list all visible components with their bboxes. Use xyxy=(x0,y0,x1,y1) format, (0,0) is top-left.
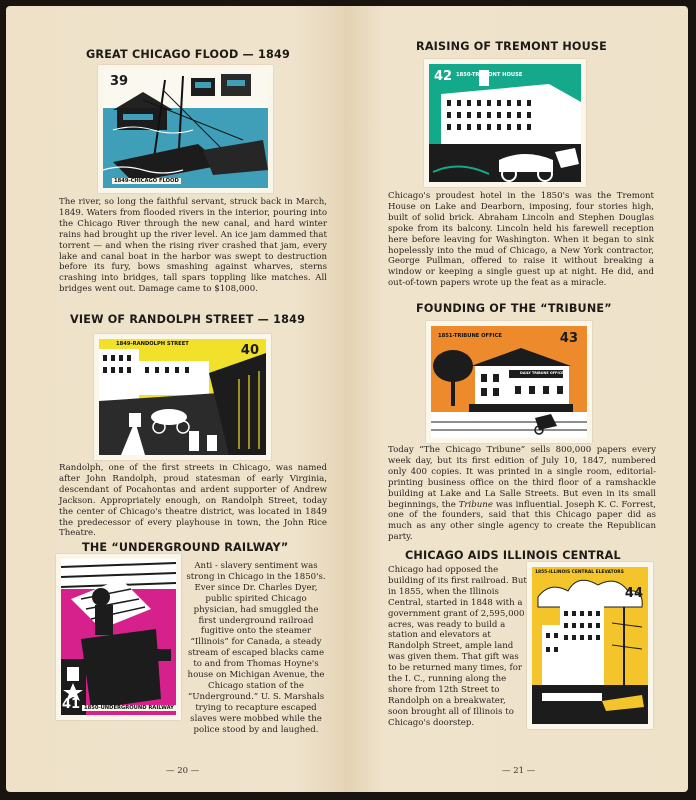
left-page xyxy=(6,6,344,792)
stamp-caption: 1849-RANDOLPH STREET xyxy=(116,341,189,347)
stamp-number: 44 xyxy=(624,586,643,601)
stamp-42-tremont-house xyxy=(424,59,586,187)
illinois-central-text: Chicago had opposed the building of its first railroad. But in 1855, when the Illinois Central, started in 1848 with a government grant of 2,595,000 acres, was ready to build a station and elevators at Randolph Street, ample land was given them. That gift was to be returned many times, for the I. C., running along the shore from 12th Street to Randolph on a breakwater, soon brought all of Illinois to Chicago's doorstep. xyxy=(388,565,527,728)
tremont-text: Chicago's proudest hotel in the 1850's was the Tremont House on Lake and Dearborn, imposing, four stories high, built of solid brick. Abraham Lincoln and Stephen Douglas spoke from its balcony. Lincoln held his farewell reception here before leaving for Washington. When it began to sink hopelessly into the mud of Chicago, a New York contractor, George Pullman, offered to raise it without breaking a window or keeping a single guest up at night. He did, and out-of-town papers wrote up the feat as a miracle. xyxy=(388,191,654,289)
tribune-text xyxy=(388,445,656,543)
stamp-caption: 1855-ILLINOIS CENTRAL ELEVATORS xyxy=(535,570,624,575)
tremont-title: RAISING OF TREMONT HOUSE xyxy=(416,40,608,53)
randolph-title: VIEW OF RANDOLPH STREET — 1849 xyxy=(70,313,306,326)
stamp-39-chicago-flood xyxy=(98,65,273,193)
stamp-41-underground-railway xyxy=(56,554,181,720)
stamp-number: 42 xyxy=(434,69,453,84)
page-number: — 21 — xyxy=(502,766,536,776)
flood-title: GREAT CHICAGO FLOOD — 1849 xyxy=(86,48,290,61)
right-page xyxy=(344,6,688,792)
tribune-title: FOUNDING OF THE “TRIBUNE” xyxy=(416,302,612,315)
page-number: — 20 — xyxy=(166,766,200,776)
randolph-text: Randolph, one of the first streets in Chicago, was named after John Randolph, proud statesman of early Virginia, descendant of Pocahontas and ardent supporter of Andrew Jackson. Appropriately enough, on Randolph Street, today the center of Chicago's theatre district, was located in 1849 the predecessor of every playhouse in town, the John Rice Theatre. xyxy=(59,463,327,539)
railway-illustration xyxy=(61,559,176,715)
railway-title: THE “UNDERGROUND RAILWAY” xyxy=(82,541,289,554)
tribune-text-before: Today “The Chicago Tribune” sells 800,000 papers every week day, but its first edition of July 10, 1847, numbered only 400 copies. It was printed in a single room, editorial-printing business office on the third floor of a ramshackle building at Lake and La Salle Streets. But even in its small beginnings, the xyxy=(388,445,656,510)
railway-text: Anti - slavery sentiment was strong in Chicago in the 1850's. Ever since Dr. Charles Dyer, public spirited Chicago physician, had smuggled the first underground railroad fugitive onto the steamer “Illinois” for Canada, a steady stream of escaped blacks came to and from Thomas Hoyne's house on Michigan Avenue, the Chicago station of the “Underground.” U. S. Marshals trying to recapture escaped slaves were mobbed while the police stood by and laughed. xyxy=(186,561,326,735)
stamp-caption: 1850-UNDERGROUND RAILWAY xyxy=(84,705,174,711)
stamp-number: 39 xyxy=(110,74,129,89)
tribune-text-after: was influential. Joseph K. C. Forrest, one of the founders, said that this Chicago paper did as much as any other single agency to create the Republican party. xyxy=(388,499,656,543)
stamp-caption: 1849-CHICAGO FLOOD xyxy=(114,178,179,184)
stamp-number: 43 xyxy=(559,331,578,346)
stamp-40-randolph-street xyxy=(94,334,271,460)
tribune-text-italic: Tribune xyxy=(458,499,493,510)
stamp-number: 41 xyxy=(62,697,81,712)
building-sign: DAILY TRIBUNE OFFICE xyxy=(520,371,564,375)
flood-text: The river, so long the faithful servant, struck back in March, 1849. Waters from flooded rivers in the interior, pouring into the Chicago River through the new canal, and hard winter rains had brought up the river level. An ice jam dammed that torrent — and when the rising river crashed that jam, every lake and canal boat in the harbor was swept to destruction before its fury, bows smashing against wharves, sterns crashing into bridges, tall spars toppling like matches. All bridges went out. Damage came to $108,000. xyxy=(59,197,327,295)
stamp-number: 40 xyxy=(240,343,259,358)
stamp-caption: 1850-TREMONT HOUSE xyxy=(456,72,523,78)
illinois-central-title: CHICAGO AIDS ILLINOIS CENTRAL xyxy=(405,549,621,562)
stamp-43-tribune-office xyxy=(426,321,592,443)
stamp-caption: 1851-TRIBUNE OFFICE xyxy=(438,333,502,339)
stamp-44-illinois-central-elevators xyxy=(527,562,653,729)
